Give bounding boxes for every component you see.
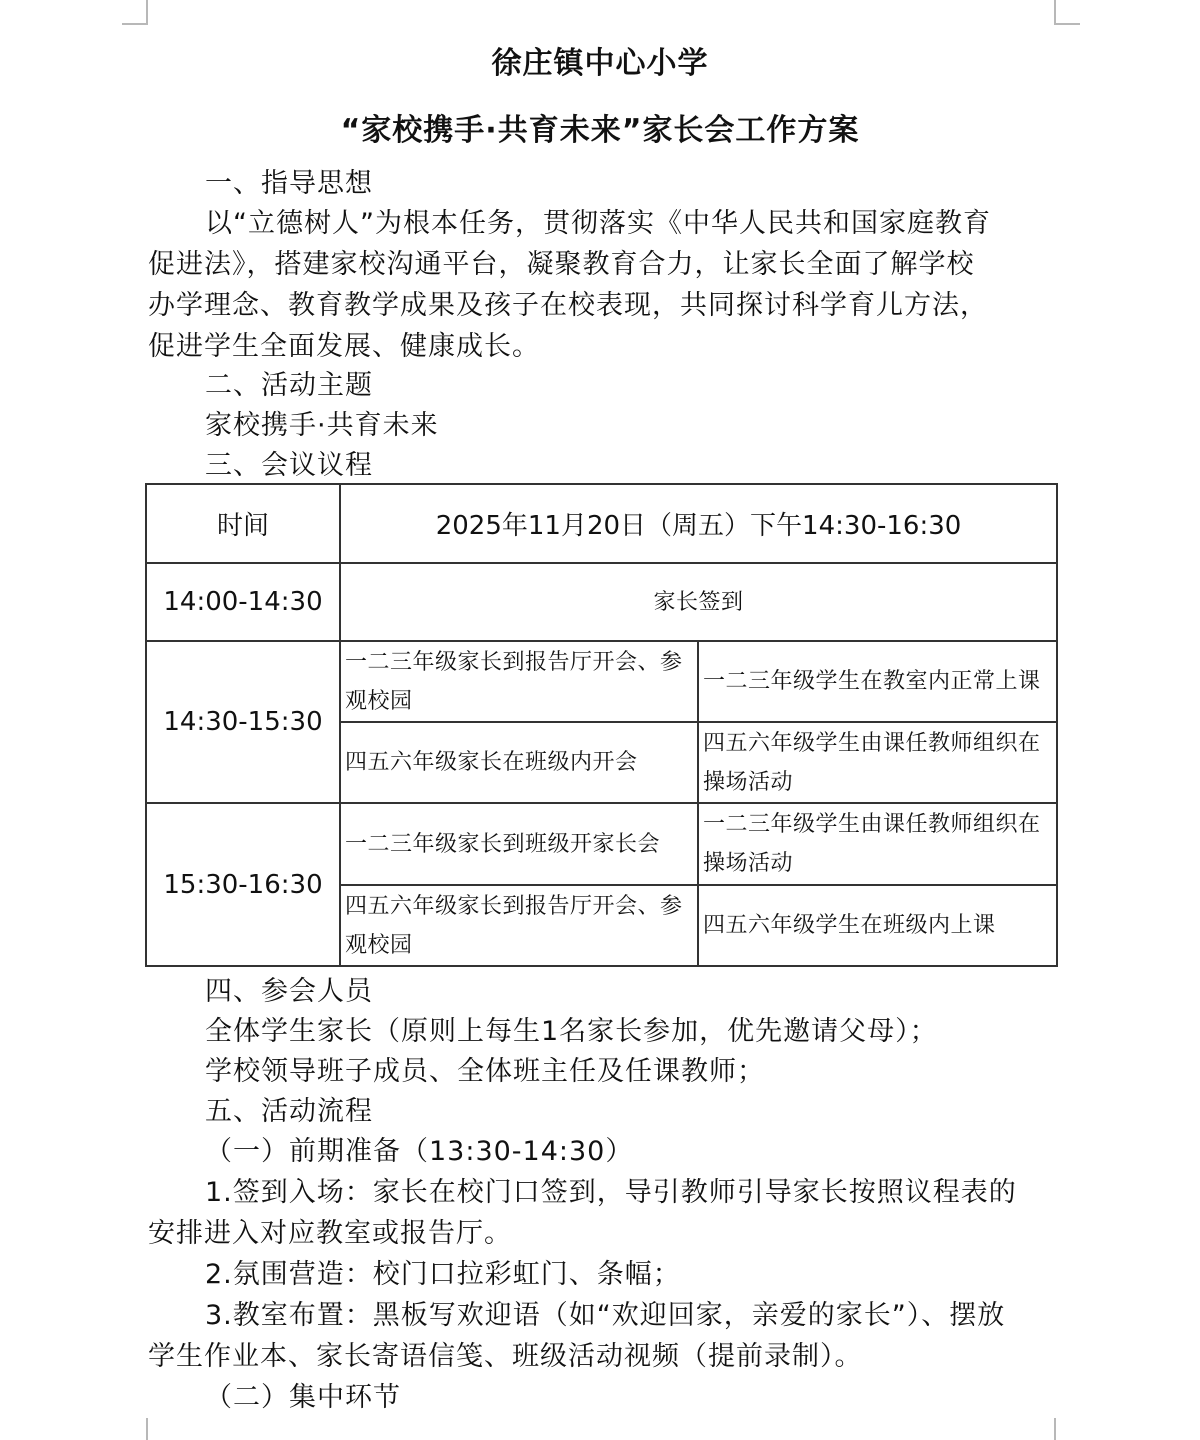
crop-mark (122, 23, 148, 25)
content-cell: 一二三年级学生在教室内正常上课 (698, 641, 1057, 722)
content-cell: 一二三年级家长到报告厅开会、参观校园 (340, 641, 698, 722)
subsection-heading: （一）前期准备（13:30-14:30） (205, 1136, 634, 1167)
paragraph-line: 2.氛围营造：校门口拉彩虹门、条幅； (205, 1259, 681, 1290)
content-cell: 一二三年级家长到班级开家长会 (340, 803, 698, 885)
time-cell: 14:00-14:30 (146, 563, 340, 641)
paragraph-line: 安排进入对应教室或报告厅。 (148, 1218, 512, 1249)
paragraph-line: 学校领导班子成员、全体班主任及任课教师； (205, 1056, 765, 1087)
activity-theme: 家校携手·共育未来 (205, 410, 439, 441)
crop-mark (1054, 23, 1080, 25)
time-cell: 15:30-16:30 (146, 803, 340, 966)
content-cell: 家长签到 (340, 563, 1057, 641)
section-heading: 五、活动流程 (205, 1096, 373, 1127)
table-row (146, 641, 1057, 722)
agenda-table (145, 483, 1058, 967)
school-name: 徐庄镇中心小学 (491, 46, 709, 81)
paragraph-line: 3.教室布置：黑板写欢迎语（如“欢迎回家，亲爱的家长”）、摆放 (205, 1300, 1006, 1331)
paragraph-line: 办学理念、教育教学成果及孩子在校表现，共同探讨科学育儿方法， (148, 290, 988, 321)
paragraph-line: 学生作业本、家长寄语信笺、班级活动视频（提前录制）。 (148, 1341, 863, 1372)
paragraph-line: 以“立德树人”为根本任务，贯彻落实《中华人民共和国家庭教育 (205, 208, 991, 239)
paragraph-line: 1.签到入场：家长在校门口签到，导引教师引导家长按照议程表的 (205, 1177, 1017, 1208)
paragraph-line: 促进学生全面发展、健康成长。 (148, 331, 540, 362)
content-cell: 一二三年级学生由课任教师组织在操场活动 (698, 803, 1057, 885)
section-heading: 一、指导思想 (205, 168, 373, 199)
time-cell: 14:30-15:30 (146, 641, 340, 803)
content-cell: 四五六年级学生由课任教师组织在操场活动 (698, 722, 1057, 803)
paragraph-line: 全体学生家长（原则上每生1名家长参加，优先邀请父母）； (205, 1016, 938, 1047)
table-row (146, 563, 1057, 641)
table-header-value: 2025年11月20日（周五）下午14:30-16:30 (340, 484, 1057, 563)
table-header-label: 时间 (146, 484, 340, 563)
content-cell: 四五六年级家长到报告厅开会、参观校园 (340, 885, 698, 966)
content-cell: 四五六年级学生在班级内上课 (698, 885, 1057, 966)
subsection-heading: （二）集中环节 (205, 1382, 401, 1413)
table-row (146, 803, 1057, 885)
section-heading: 二、活动主题 (205, 370, 373, 401)
paragraph-line: 促进法》，搭建家校沟通平台，凝聚教育合力，让家长全面了解学校 (148, 249, 975, 280)
crop-mark (1054, 1418, 1056, 1440)
table-row (146, 484, 1057, 563)
crop-mark (146, 0, 148, 24)
content-cell: 四五六年级家长在班级内开会 (340, 722, 698, 803)
section-heading: 三、会议议程 (205, 450, 373, 481)
section-heading: 四、参会人员 (205, 976, 373, 1007)
crop-mark (146, 1418, 148, 1440)
crop-mark (1054, 0, 1056, 24)
document-title: “家校携手·共育未来”家长会工作方案 (340, 113, 860, 148)
